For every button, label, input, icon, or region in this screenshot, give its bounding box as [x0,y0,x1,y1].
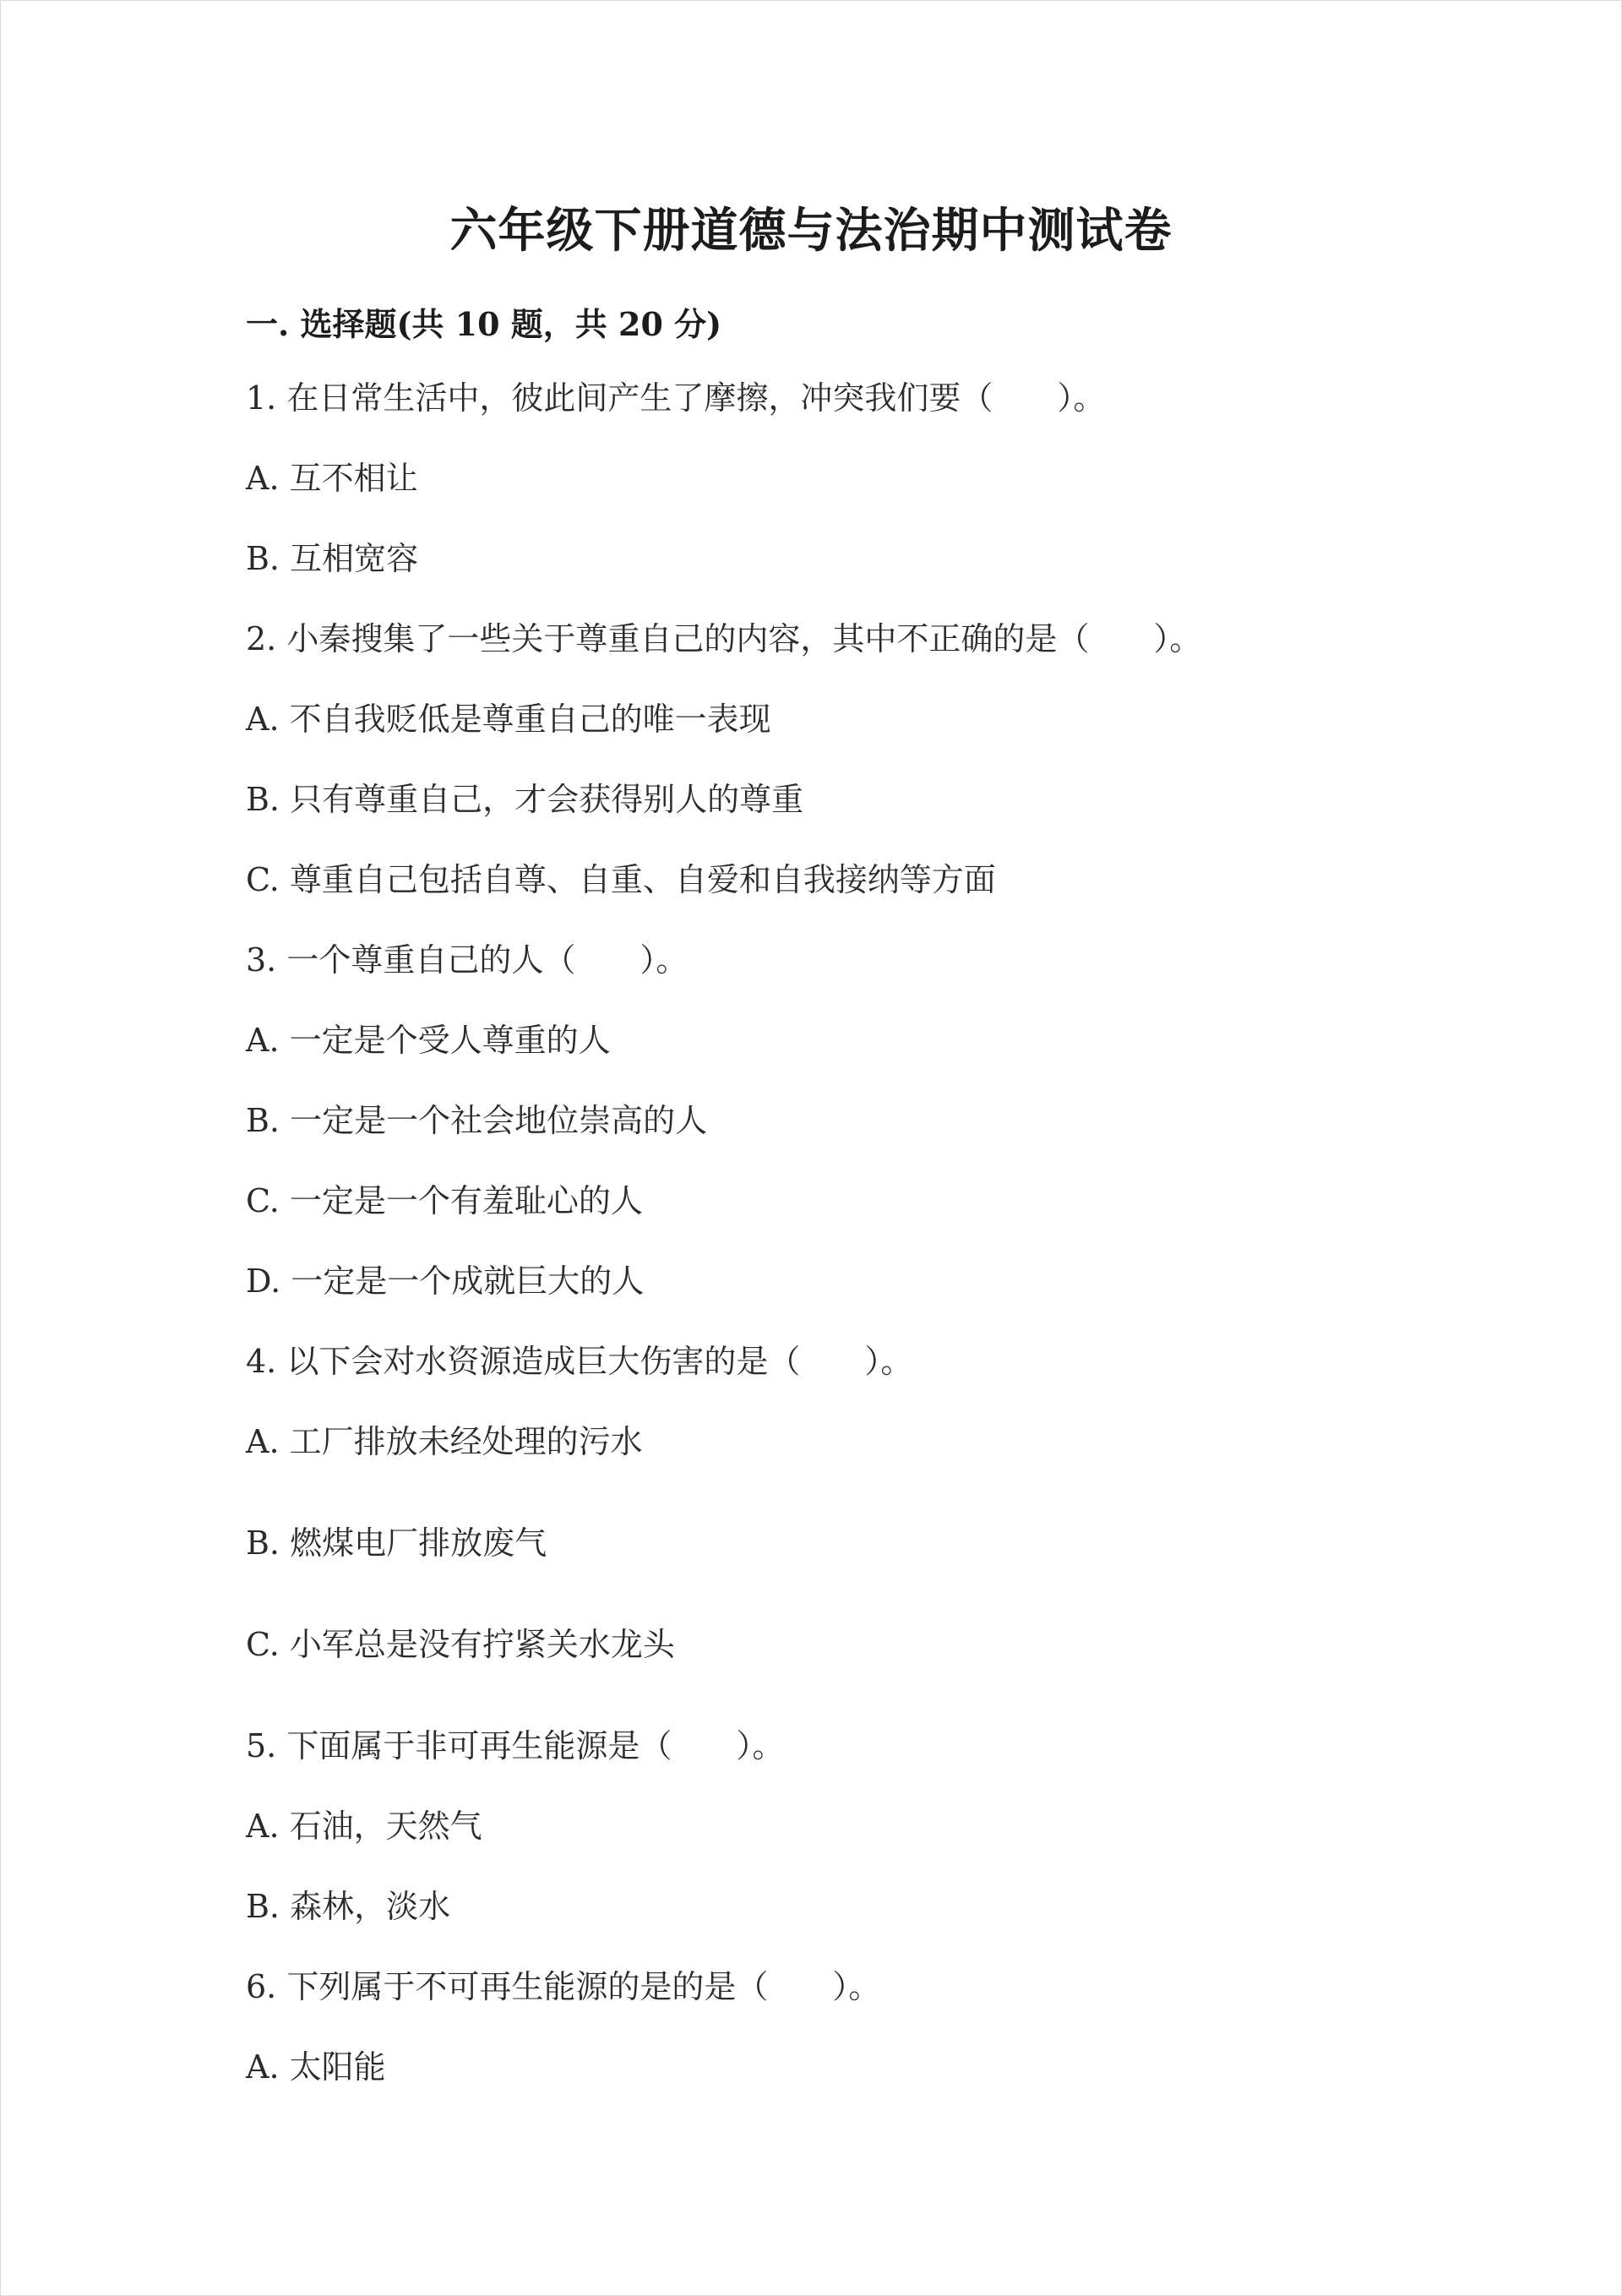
question-5-option-a: A. 石油，天然气 [246,1808,482,1845]
question-2-option-b: B. 只有尊重自己，才会获得别人的尊重 [246,781,804,818]
section-heading-choice: 一. 选择题(共 10 题，共 20 分) [246,305,722,343]
question-5-option-b: B. 森林，淡水 [246,1888,451,1925]
question-4-stem: 4. 以下会对水资源造成巨大伤害的是（ ）。 [246,1343,913,1380]
question-4-option-a: A. 工厂排放未经处理的污水 [246,1423,643,1460]
question-2-option-c: C. 尊重自己包括自尊、自重、自爱和自我接纳等方面 [246,861,996,898]
question-2-stem: 2. 小秦搜集了一些关于尊重自己的内容，其中不正确的是（ ）。 [246,620,1202,657]
question-4-option-c: C. 小军总是没有拧紧关水龙头 [246,1626,675,1663]
question-3-option-b: B. 一定是一个社会地位崇高的人 [246,1102,708,1139]
question-6-option-a: A. 太阳能 [246,2048,386,2086]
question-3-stem: 3. 一个尊重自己的人（ ）。 [246,941,689,979]
question-5-stem: 5. 下面属于非可再生能源是（ ）。 [246,1727,785,1764]
question-1-option-a: A. 互不相让 [246,460,418,497]
question-1-option-b: B. 互相宽容 [246,540,419,577]
question-1-stem: 1. 在日常生活中，彼此间产生了摩擦，冲突我们要（ ）。 [246,379,1106,417]
question-3-option-c: C. 一定是一个有羞耻心的人 [246,1182,643,1219]
question-4-option-b: B. 燃煤电厂排放废气 [246,1524,547,1562]
question-2-option-a: A. 不自我贬低是尊重自己的唯一表现 [246,701,771,738]
page-title: 六年级下册道德与法治期中测试卷 [449,203,1173,259]
question-3-option-a: A. 一定是个受人尊重的人 [246,1022,611,1059]
question-6-stem: 6. 下列属于不可再生能源的是的是（ ）。 [246,1968,881,2005]
question-3-option-d: D. 一定是一个成就巨大的人 [246,1263,645,1300]
